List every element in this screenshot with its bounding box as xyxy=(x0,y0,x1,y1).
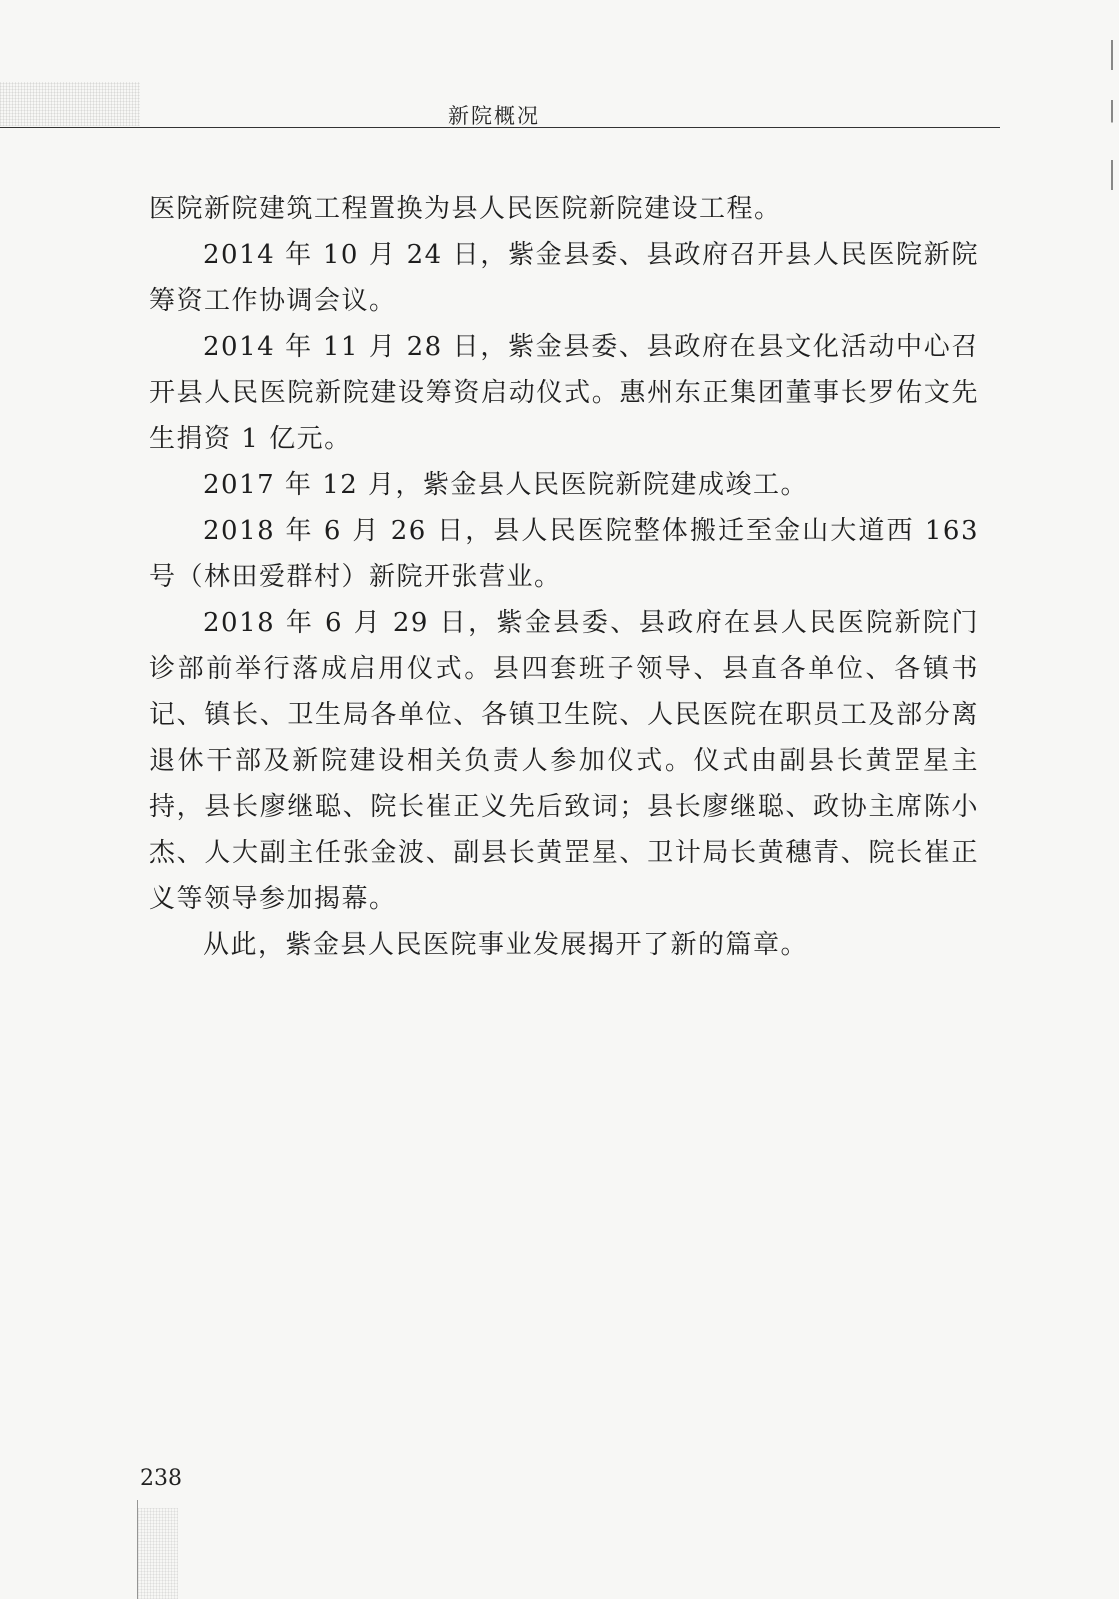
body-text xyxy=(149,186,979,968)
scan-artifact xyxy=(138,1508,178,1599)
paragraph: 2017 年 12 月，紫金县人民医院新院建成竣工。 xyxy=(203,470,809,500)
paragraph: 2018 年 6 月 29 日，紫金县委、县政府在县人民医院新院门诊部前举行落成启用仪式。县四套班子领导、县直各单位、各镇书记、镇长、卫生局各单位、各镇卫生院、人民医院在职员工及部分离退休干部及新院建设相关负责人参加仪式。仪式由副县长黄罡星主持，县长廖继聪、院长崔正义先后致词；县长廖继聪、政协主席陈小杰、人大副主任张金波、副县长黄罡星、卫计局长黄穗青、院长崔正义等领导参加揭幕。 xyxy=(149,608,979,914)
paragraph: 2018 年 6 月 26 日，县人民医院整体搬迁至金山大道西 163 号（林田爱群村）新院开张营业。 xyxy=(149,516,979,592)
scan-artifact xyxy=(1111,40,1113,190)
header-rule xyxy=(0,127,1000,128)
paragraph: 2014 年 11 月 28 日，紫金县委、县政府在县文化活动中心召开县人民医院新院建设筹资启动仪式。惠州东正集团董事长罗佑文先生捐资 1 亿元。 xyxy=(149,332,979,454)
paragraph: 医院新院建筑工程置换为县人民医院新院建设工程。 xyxy=(149,194,782,224)
page-number: 238 xyxy=(140,1466,182,1491)
paragraph: 2014 年 10 月 24 日，紫金县委、县政府召开县人民医院新院筹资工作协调会议。 xyxy=(149,240,979,316)
running-head: 新院概况 xyxy=(448,104,540,128)
paragraph: 从此，紫金县人民医院事业发展揭开了新的篇章。 xyxy=(203,930,809,960)
